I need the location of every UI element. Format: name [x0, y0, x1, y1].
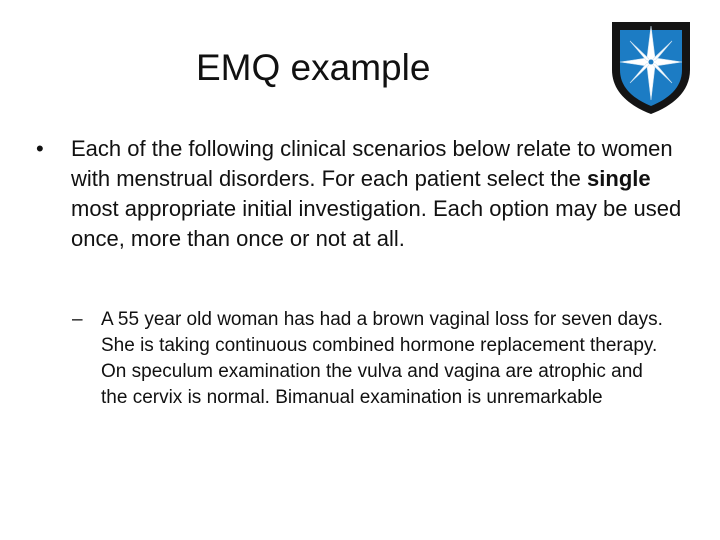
- main-bullet-text: [71, 134, 686, 254]
- bullet-text-after: most appropriate initial investigation. Each option may be used once, more than once or not at all.: [71, 196, 682, 251]
- slide-title: EMQ example: [196, 47, 431, 88]
- compass-star-shield-icon: [610, 20, 692, 116]
- sub-bullet-text: A 55 year old woman has had a brown vaginal loss for seven days. She is taking continuous combined hormone replacement therapy. On speculum examination the vulva and vagina are atrophic and the cervix is normal. Bimanual examination is unremarkable: [101, 309, 663, 408]
- bullet-marker: •: [36, 136, 44, 161]
- sub-bullet: [72, 307, 672, 411]
- sub-bullet-marker: –: [72, 309, 83, 330]
- bullet-text-before: Each of the following clinical scenarios below relate to women with menstrual disorders. For each patient select the: [71, 136, 673, 191]
- main-bullet: [36, 134, 686, 254]
- bullet-emphasis: single: [587, 166, 651, 191]
